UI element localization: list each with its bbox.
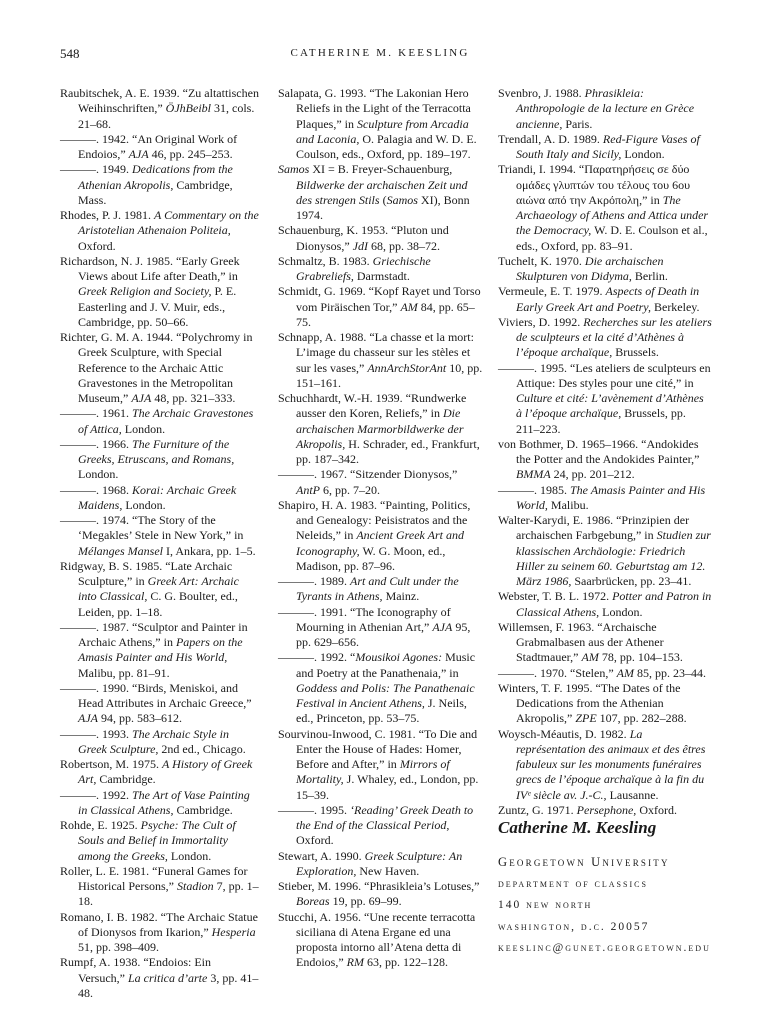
author-signature-block [498, 818, 728, 960]
bibliography-entry: Zuntz, G. 1971. Persephone, Oxford. [498, 802, 677, 817]
author-email: keeslinc@gunet.georgetown.edu [498, 942, 711, 954]
bibliography-entry: Triandi, I. 1994. “Παρατηρήσεις σε δύο ομάδες γλυπτών του τέλους του 6ου αιώνα από την Ακρόπολη,” in The Archaeology of Athens and Attica under the Democracy, W. D. E. Coulson et al., eds., Oxford, pp. 83–91. [498, 162, 709, 253]
bibliography-entry: ———. 1992. The Art of Vase Painting in Classical Athens, Cambridge. [60, 787, 250, 817]
bibliography-entry: Schmidt, G. 1969. “Kopf Rayet und Torso vom Piräischen Tor,” AM 84, pp. 65–75. [278, 284, 481, 329]
bibliography-entry: Trendall, A. D. 1989. Red-Figure Vases of South Italy and Sicily, London. [498, 131, 700, 161]
bibliography-entry: Stucchi, A. 1956. “Une recente terracotta siciliana di Atena Ergane ed una proposta intorno all’Atena detta di Endoios,” RM 63, pp. 122–128. [278, 909, 476, 970]
bibliography-entry: Walter-Karydi, E. 1986. “Prinzipien der archaischen Farbgebung,” in Studien zur klassischen Archäologie: Friedrich Hiller zu seinem 60. Geburtstag am 12. März 1986, Saarbrücken, pp. 23–41. [498, 513, 711, 588]
bibliography-entry: Schauenburg, K. 1953. “Pluton und Dionysos,” JdI 68, pp. 38–72. [278, 223, 449, 253]
bibliography-entry: Samos XI = B. Freyer-Schauenburg, Bildwerke der archaischen Zeit und des strengen Stils (Samos XI), Bonn 1974. [278, 162, 470, 222]
bibliography-entry: ———. 1961. The Archaic Gravestones of Attica, London. [60, 406, 254, 436]
bibliography-entry: Salapata, G. 1993. “The Lakonian Hero Reliefs in the Light of the Terracotta Plaques,” in Sculpture from Arcadia and Laconia, O. Palagia and W. D. E. Coulson, eds., Oxford, pp. 189–197. [278, 86, 477, 161]
bibliography-entry: ———. 1974. “The Story of the ‘Megakles’ Stele in New York,” in Mélanges Mansel I, Ankara, pp. 1–5. [60, 513, 256, 558]
bibliography-entry: Webster, T. B. L. 1972. Potter and Patron in Classical Athens, London. [498, 589, 712, 619]
bibliography-column-2 [278, 86, 484, 971]
bibliography-entry: ———. 1970. “Stelen,” AM 85, pp. 23–44. [498, 665, 706, 680]
bibliography-entry: Richardson, N. J. 1985. “Early Greek Views about Life after Death,” in Greek Religion and Society, P. E. Easterling and J. V. Muir, eds., Cambridge, pp. 50–66. [60, 253, 240, 329]
bibliography-entry: Svenbro, J. 1988. Phrasikleia: Anthropologie de la lecture en Grèce ancienne, Paris. [498, 86, 695, 131]
bibliography-entry: ———. 1968. Korai: Archaic Greek Maidens, London. [60, 482, 237, 512]
bibliography-entry: Rhodes, P. J. 1981. A Commentary on the Aristotelian Athenaion Politeia, Oxford. [60, 208, 259, 253]
author-department: department of classics [498, 877, 648, 890]
bibliography-entry: ———. 1966. The Furniture of the Greeks, Etruscans, and Romans, London. [60, 436, 235, 482]
bibliography-entry: ———. 1967. “Sitzender Dionysos,” AntP 6, pp. 7–20. [278, 467, 458, 497]
bibliography-entry: Raubitschek, A. E. 1939. “Zu altattischen Weihinschriften,” ÖJhBeibl 31, cols. 21–68. [60, 86, 259, 131]
bibliography-entry: Schnapp, A. 1988. “La chasse et la mort: L’image du chasseur sur les stèles et sur les vases,” AnnArchStorAnt 10, pp. 151–161. [278, 330, 483, 390]
bibliography-entry: Winters, T. F. 1995. “The Dates of the Dedications from the Athenian Akropolis,” ZPE 107, pp. 282–288. [498, 680, 687, 726]
bibliography-entry: Rohde, E. 1925. Psyche: The Cult of Souls and Belief in Immortality among the Greeks, London. [60, 818, 236, 863]
bibliography-entry: von Bothmer, D. 1965–1966. “Andokides the Potter and the Andokides Painter,” BMMA 24, pp. 201–212. [498, 436, 700, 482]
bibliography-entry: Sourvinou-Inwood, C. 1981. “To Die and Enter the House of Hades: Homer, Before and After,” in Mirrors of Mortality, J. Whaley, ed., London, pp. 15–39. [278, 726, 479, 802]
bibliography-entry: ———. 1992. “Mousikoi Agones: Music and Poetry at the Panathenaia,” in Goddess and Polis: The Panathenaic Festival in Ancient Athens, J. Neils, ed., Princeton, pp. 53–75. [278, 650, 476, 726]
bibliography-entry: ———. 1987. “Sculptor and Painter in Archaic Athens,” in Papers on the Amasis Painter and His World, Malibu, pp. 81–91. [60, 619, 248, 680]
bibliography-entry: ———. 1985. The Amasis Painter and His World, Malibu. [498, 482, 706, 512]
bibliography-entry: Romano, I. B. 1982. “The Archaic Statue of Dionysos from Ikarion,” Hesperia 51, pp. 398–409. [60, 909, 258, 954]
bibliography-entry: Viviers, D. 1992. Recherches sur les ateliers de sculpteurs et la cité d’Athènes à l’époque archaïque, Brussels. [498, 314, 712, 360]
bibliography-entry: Stewart, A. 1990. Greek Sculpture: An Exploration, New Haven. [278, 848, 463, 878]
bibliography-entry: Richter, G. M. A. 1944. “Polychromy in Greek Sculpture, with Special Reference to the Archaic Attic Gravestones in the Metropolitan Museum,” AJA 48, pp. 321–333. [60, 330, 253, 405]
page-number: 548 [60, 46, 80, 61]
bibliography-column-1 [60, 86, 260, 1001]
author-street-address: 140 new north [498, 899, 593, 911]
running-head: CATHERINE M. KEESLING [290, 47, 470, 59]
bibliography-entry: Robertson, M. 1975. A History of Greek Art, Cambridge. [60, 757, 253, 787]
bibliography-entry: ———. 1990. “Birds, Meniskoi, and Head Attributes in Archaic Greece,” AJA 94, pp. 583–612. [60, 680, 252, 726]
bibliography-entry: ———. 1995. “Les ateliers de sculpteurs en Attique: Des styles pour une cité,” in Culture et cité: L’avènement d’Athènes à l’époque archaïque, Brussels, pp. 211–223. [498, 360, 711, 436]
bibliography-entry: Ridgway, B. S. 1985. “Late Archaic Sculpture,” in Greek Art: Archaic into Classical, C. G. Boulter, ed., Leiden, pp. 1–18. [60, 558, 239, 619]
bibliography-column-3 [498, 86, 712, 818]
bibliography-entry: ———. 1993. The Archaic Style in Greek Sculpture, 2nd ed., Chicago. [60, 726, 246, 756]
bibliography-entry: ———. 1942. “An Original Work of Endoios,” AJA 46, pp. 245–253. [60, 131, 238, 161]
bibliography-entry: Shapiro, H. A. 1983. “Painting, Politics, and Genealogy: Peisistratos and the Neleids,” in Ancient Greek Art and Iconography, W. G. Moon, ed., Madison, pp. 87–96. [278, 497, 471, 573]
bibliography-entry: ———. 1989. Art and Cult under the Tyrants in Athens, Mainz. [278, 574, 459, 604]
bibliography-entry: ———. 1949. Dedications from the Athenian Akropolis, Cambridge, Mass. [60, 162, 233, 207]
bibliography-entry: Roller, L. E. 1981. “Funeral Games for Historical Persons,” Stadion 7, pp. 1–18. [60, 863, 259, 909]
bibliography-entry: Schmaltz, B. 1983. Griechische Grabreliefs, Darmstadt. [278, 253, 431, 283]
author-city: washington, d.c. 20057 [498, 920, 650, 933]
bibliography-entry: Vermeule, E. T. 1979. Aspects of Death in Early Greek Art and Poetry, Berkeley. [498, 284, 700, 314]
page-header [0, 46, 760, 66]
bibliography-entry: Stieber, M. 1996. “Phrasikleia’s Lotuses,” Boreas 19, pp. 69–99. [278, 879, 480, 909]
bibliography-entry: Schuchhardt, W.-H. 1939. “Rundwerke ausser den Koren, Reliefs,” in Die archaischen Marmorbildwerke der Akropolis, H. Schrader, ed., Frankfurt, pp. 187–342. [278, 391, 480, 466]
author-university: Georgetown University [498, 855, 670, 869]
bibliography-entry: Tuchelt, K. 1970. Die archaischen Skulpturen von Didyma, Berlin. [498, 253, 668, 283]
bibliography-entry: ———. 1995. ‘Reading’ Greek Death to the End of the Classical Period, Oxford. [278, 802, 474, 848]
author-name: Catherine M. Keesling [498, 818, 657, 837]
bibliography-entry: ———. 1991. “The Iconography of Mourning in Athenian Art,” AJA 95, pp. 629–656. [278, 604, 471, 649]
bibliography-entry: Willemsen, F. 1963. “Archaische Grabmalbasen aus der Athener Stadtmauer,” AM 78, pp. 104–153. [498, 619, 683, 665]
bibliography-entry: Rumpf, A. 1938. “Endoios: Ein Versuch,” La critica d’arte 3, pp. 41–48. [60, 955, 259, 1000]
bibliography-entry: Woysch-Méautis, D. 1982. La représentation des animaux et des êtres fabuleux sur les monuments funéraires grecs de l’époque archaïque à la fin du IVᵉ siècle av. J.-C., Lausanne. [498, 726, 706, 802]
